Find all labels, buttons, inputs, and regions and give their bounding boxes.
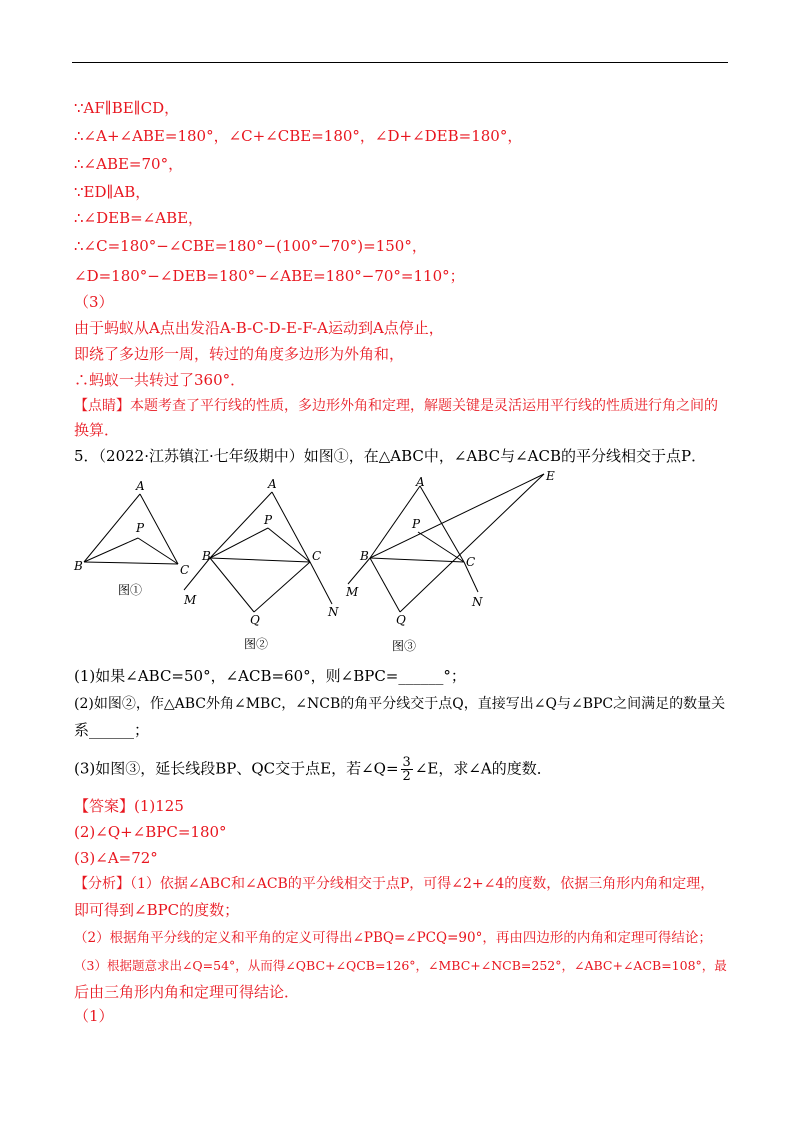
text-line: （3） (74, 293, 114, 311)
text-line: ∴蚂蚁一共转过了360°． (74, 371, 246, 389)
question-1: (1)如果∠ABC=50°，∠ACB=60°，则∠BPC=______°； (74, 667, 466, 685)
fig3-label-c: C (466, 555, 476, 569)
fig3-label-n: N (472, 595, 483, 609)
text-line: 换算． (74, 421, 120, 439)
fig3-label-p: P (412, 517, 421, 531)
fig1-label-p: P (136, 521, 145, 535)
fig1-label-b: B (74, 559, 83, 573)
text-line: ∵AF∥BE∥CD， (74, 99, 180, 117)
text-line: ∴∠C=180°−∠CBE=180°−(100°−70°)=150°， (74, 237, 427, 255)
fig1-line-bc (84, 562, 178, 564)
fig3-line-ac (420, 486, 464, 562)
fig2-label-b: B (202, 549, 211, 563)
fig3-caption: 图③ (392, 639, 417, 653)
analysis-line: （1） (74, 1007, 114, 1025)
analysis-line: 即可得到∠BPC的度数； (74, 901, 240, 919)
fig2-line-cq (254, 562, 310, 612)
fig2-label-a: A (268, 477, 277, 491)
analysis-line: 后由三角形内角和定理可得结论． (74, 983, 300, 1001)
fig2-label-c: C (312, 549, 322, 563)
fig3-label-q: Q (396, 613, 406, 627)
fig2-line-cp (268, 528, 310, 562)
question-3-pre: (3)如图③，延长线段BP、QC交于点E，若∠Q= (74, 759, 399, 778)
fig2-line-bq (210, 558, 254, 612)
fig3-line-be (370, 474, 544, 558)
question-2: (2)如图②，作△ABC外角∠MBC，∠NCB的角平分线交于点Q，直接写出∠Q与∠BPC之间满足的数量关 (74, 696, 726, 712)
answer-1: 【答案】(1)125 (74, 797, 184, 815)
answer-2: (2)∠Q+∠BPC=180° (74, 823, 227, 841)
fig2-label-p: P (264, 513, 273, 527)
question-3 (74, 756, 552, 783)
fig3-line-bq (370, 558, 400, 612)
fig1-label-a: A (136, 479, 145, 493)
fig3-label-b: B (360, 549, 369, 563)
text-line: ∠D=180°−∠DEB=180°−∠ABE=180°−70°=110°； (74, 267, 465, 285)
fig2-label-n: N (328, 605, 339, 619)
fig1-line-ac (140, 494, 178, 564)
text-line: ∴∠ABE=70°， (74, 155, 184, 173)
fig1-label-c: C (180, 563, 190, 577)
fig3-label-a: A (416, 475, 425, 489)
text-line: ∴∠A+∠ABE=180°，∠C+∠CBE=180°，∠D+∠DEB=180°， (74, 127, 523, 145)
fig3-line-qe (400, 474, 544, 612)
fig2-caption: 图② (244, 637, 269, 651)
fraction (401, 756, 413, 783)
question-2-cont: 系______； (74, 721, 150, 739)
fig2-line-cn (310, 562, 332, 604)
fig2-line-bp (210, 528, 268, 558)
question-3-post: ∠E，求∠A的度数． (414, 759, 552, 778)
fig2-label-q: Q (250, 613, 260, 627)
text-line: 即绕了多边形一周，转过的角度多边形为外角和， (74, 345, 405, 363)
header-rule (72, 62, 728, 63)
figure-group (70, 466, 590, 666)
fig3-label-e: E (546, 469, 555, 483)
fig2-line-ac (272, 492, 310, 562)
fig1-line-bp (84, 538, 138, 562)
analysis-line: （2）根据角平分线的定义和平角的定义可得出∠PBQ=∠PCQ=90°，再由四边形的内角和定理可得结论； (74, 930, 712, 946)
fig2-label-m: M (184, 593, 197, 607)
analysis-line: 【分析】（1）依据∠ABC和∠ACB的平分线相交于点P，可得∠2+∠4的度数，依据三角形内角和定理， (74, 876, 715, 892)
key-point: 【点睛】本题考查了平行线的性质，多边形外角和定理，解题关键是灵活运用平行线的性质进行角之间的 (74, 398, 718, 414)
text-line: ∴∠DEB=∠ABE， (74, 209, 204, 227)
text-line: ∵ED∥AB， (74, 183, 151, 201)
fig3-label-m: M (346, 585, 359, 599)
geometry-figures (70, 466, 590, 666)
fig2-line-bc (210, 558, 310, 562)
answer-3: (3)∠A=72° (74, 849, 158, 867)
analysis-line: （3）根据题意求出∠Q=54°，从而得∠QBC+∠QCB=126°，∠MBC+∠NCB=252°，∠ABC+∠ACB=108°，最 (74, 958, 727, 973)
fraction-denominator: 2 (402, 769, 411, 784)
fig3-line-bc (370, 558, 464, 562)
text-line: 由于蚂蚁从A点出发沿A-B-C-D-E-F-A运动到A点停止， (74, 319, 444, 337)
problem-stem: 5．（2022·江苏镇江·七年级期中）如图①，在△ABC中，∠ABC与∠ACB的平分线相交于点P． (74, 447, 707, 465)
fraction-numerator: 3 (402, 755, 411, 770)
fig1-line-cp (138, 538, 178, 564)
fig1-caption: 图① (118, 583, 143, 597)
fig2-line-ab (210, 492, 272, 558)
fig1-line-ab (84, 494, 140, 562)
